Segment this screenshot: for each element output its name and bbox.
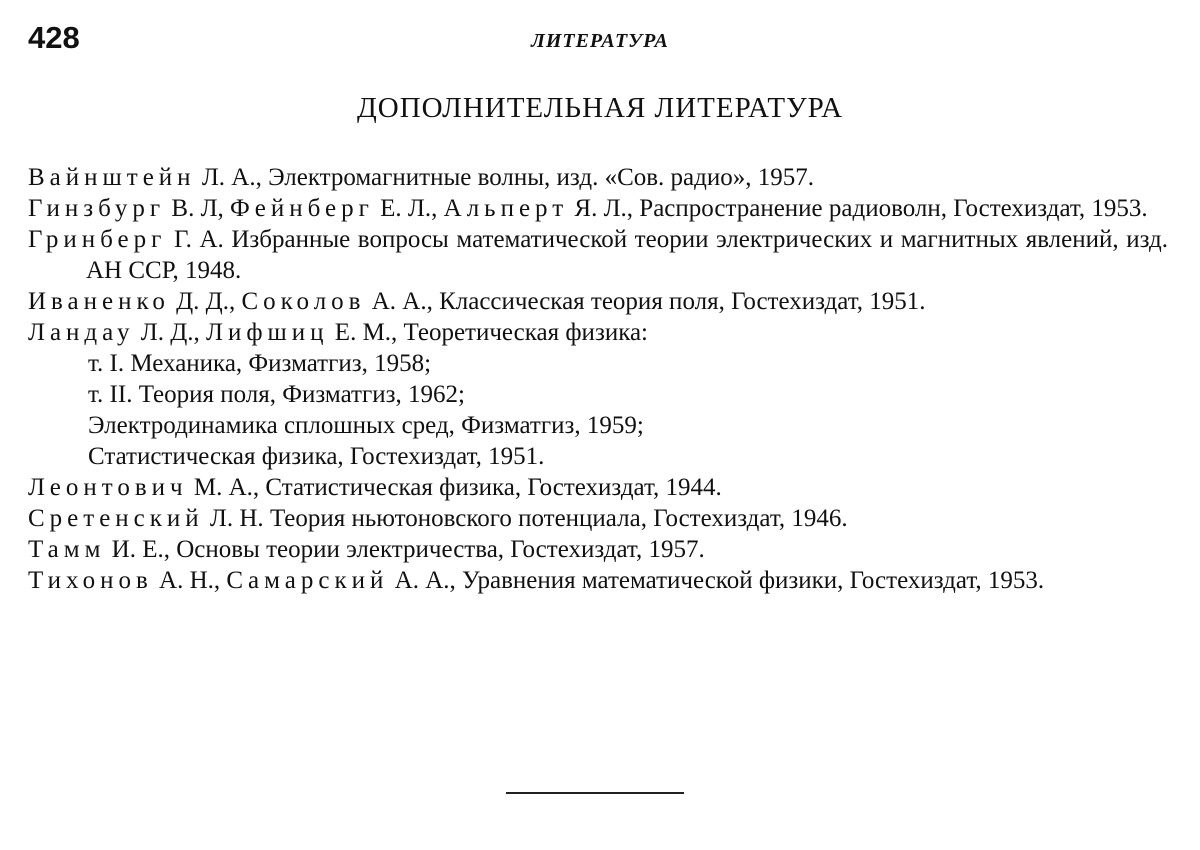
reference-volume: т. II. Теория поля, Физматгиз, 1962; xyxy=(88,381,465,408)
reference-author-initials: Л. Д., xyxy=(134,319,200,346)
reference-author-initials: В. Л, xyxy=(165,195,224,222)
reference-entry xyxy=(28,503,1168,534)
reference-text: Распространение радиоволн, Гостехиздат, 1953. xyxy=(633,195,1148,222)
end-rule xyxy=(506,792,684,794)
reference-author: Лифшиц xyxy=(206,319,329,346)
reference-author: Вайнштейн xyxy=(28,164,196,191)
reference-author-initials: А. А., xyxy=(365,288,433,315)
reference-author: Гинзбург xyxy=(28,195,166,222)
running-header xyxy=(28,20,1172,60)
reference-text: Классическая теория поля, Гостехиздат, 1951. xyxy=(432,288,926,315)
reference-entry xyxy=(28,162,1168,193)
reference-author: Фейнберг xyxy=(230,195,374,222)
reference-text: Теоретическая физика: xyxy=(397,319,649,346)
reference-volume: т. I. Механика, Физматгиз, 1958; xyxy=(88,350,432,377)
reference-author: Тихонов xyxy=(28,567,153,594)
reference-author-initials: Я. Л., xyxy=(568,195,634,222)
reference-entry xyxy=(28,534,1168,565)
reference-text: Избранные вопросы математической теории электрических и магнитных явлений, изд. АН ССР, 1948. xyxy=(86,226,1168,284)
reference-author-initials: Д. Д., xyxy=(169,288,236,315)
reference-author: Альперт xyxy=(443,195,569,222)
reference-volume: Статистическая физика, Гостехиздат, 1951. xyxy=(88,443,545,470)
reference-list xyxy=(28,162,1168,596)
reference-entry xyxy=(28,565,1168,596)
reference-author: Гринберг xyxy=(28,226,167,253)
reference-author-initials: М. А., xyxy=(187,474,260,501)
reference-author-initials: Л. Н. xyxy=(203,505,264,532)
reference-entry xyxy=(28,224,1168,286)
reference-author: Тамм xyxy=(28,536,106,563)
reference-author-initials: Е. М., xyxy=(328,319,398,346)
reference-text: Основы теории электричества, Гостехиздат, 1957. xyxy=(169,536,705,563)
reference-author: Соколов xyxy=(241,288,366,315)
page-number: 428 xyxy=(28,20,80,55)
reference-author: Самарский xyxy=(226,567,389,594)
reference-text: Теория ньютоновского потенциала, Гостехиздат, 1946. xyxy=(263,505,848,532)
reference-author: Сретенский xyxy=(28,505,204,532)
reference-author: Леонтович xyxy=(28,474,188,501)
reference-author-initials: А. Н., xyxy=(152,567,221,594)
reference-volume: Электродинамика сплошных сред, Физматгиз, 1959; xyxy=(88,412,644,439)
reference-text: Электромагнитные волны, изд. «Сов. радио», 1957. xyxy=(261,164,815,191)
reference-text: Статистическая физика, Гостехиздат, 1944. xyxy=(259,474,722,501)
reference-entry xyxy=(28,317,1168,348)
reference-author-initials: А. А., xyxy=(388,567,456,594)
reference-author-initials: Л. А., xyxy=(195,164,262,191)
reference-entry xyxy=(28,193,1168,224)
reference-author: Ландау xyxy=(28,319,135,346)
reference-author-initials: И. Е., xyxy=(105,536,170,563)
reference-author-initials: Г. А. xyxy=(166,226,224,253)
reference-entry xyxy=(28,472,1168,503)
reference-text: Уравнения математической физики, Гостехиздат, 1953. xyxy=(455,567,1045,594)
running-title: ЛИТЕРАТУРА xyxy=(531,30,669,52)
reference-author-initials: Е. Л., xyxy=(373,195,438,222)
reference-entry xyxy=(28,286,1168,317)
section-title: ДОПОЛНИТЕЛЬНАЯ ЛИТЕРАТУРА xyxy=(356,92,844,124)
reference-author: Иваненко xyxy=(28,288,170,315)
